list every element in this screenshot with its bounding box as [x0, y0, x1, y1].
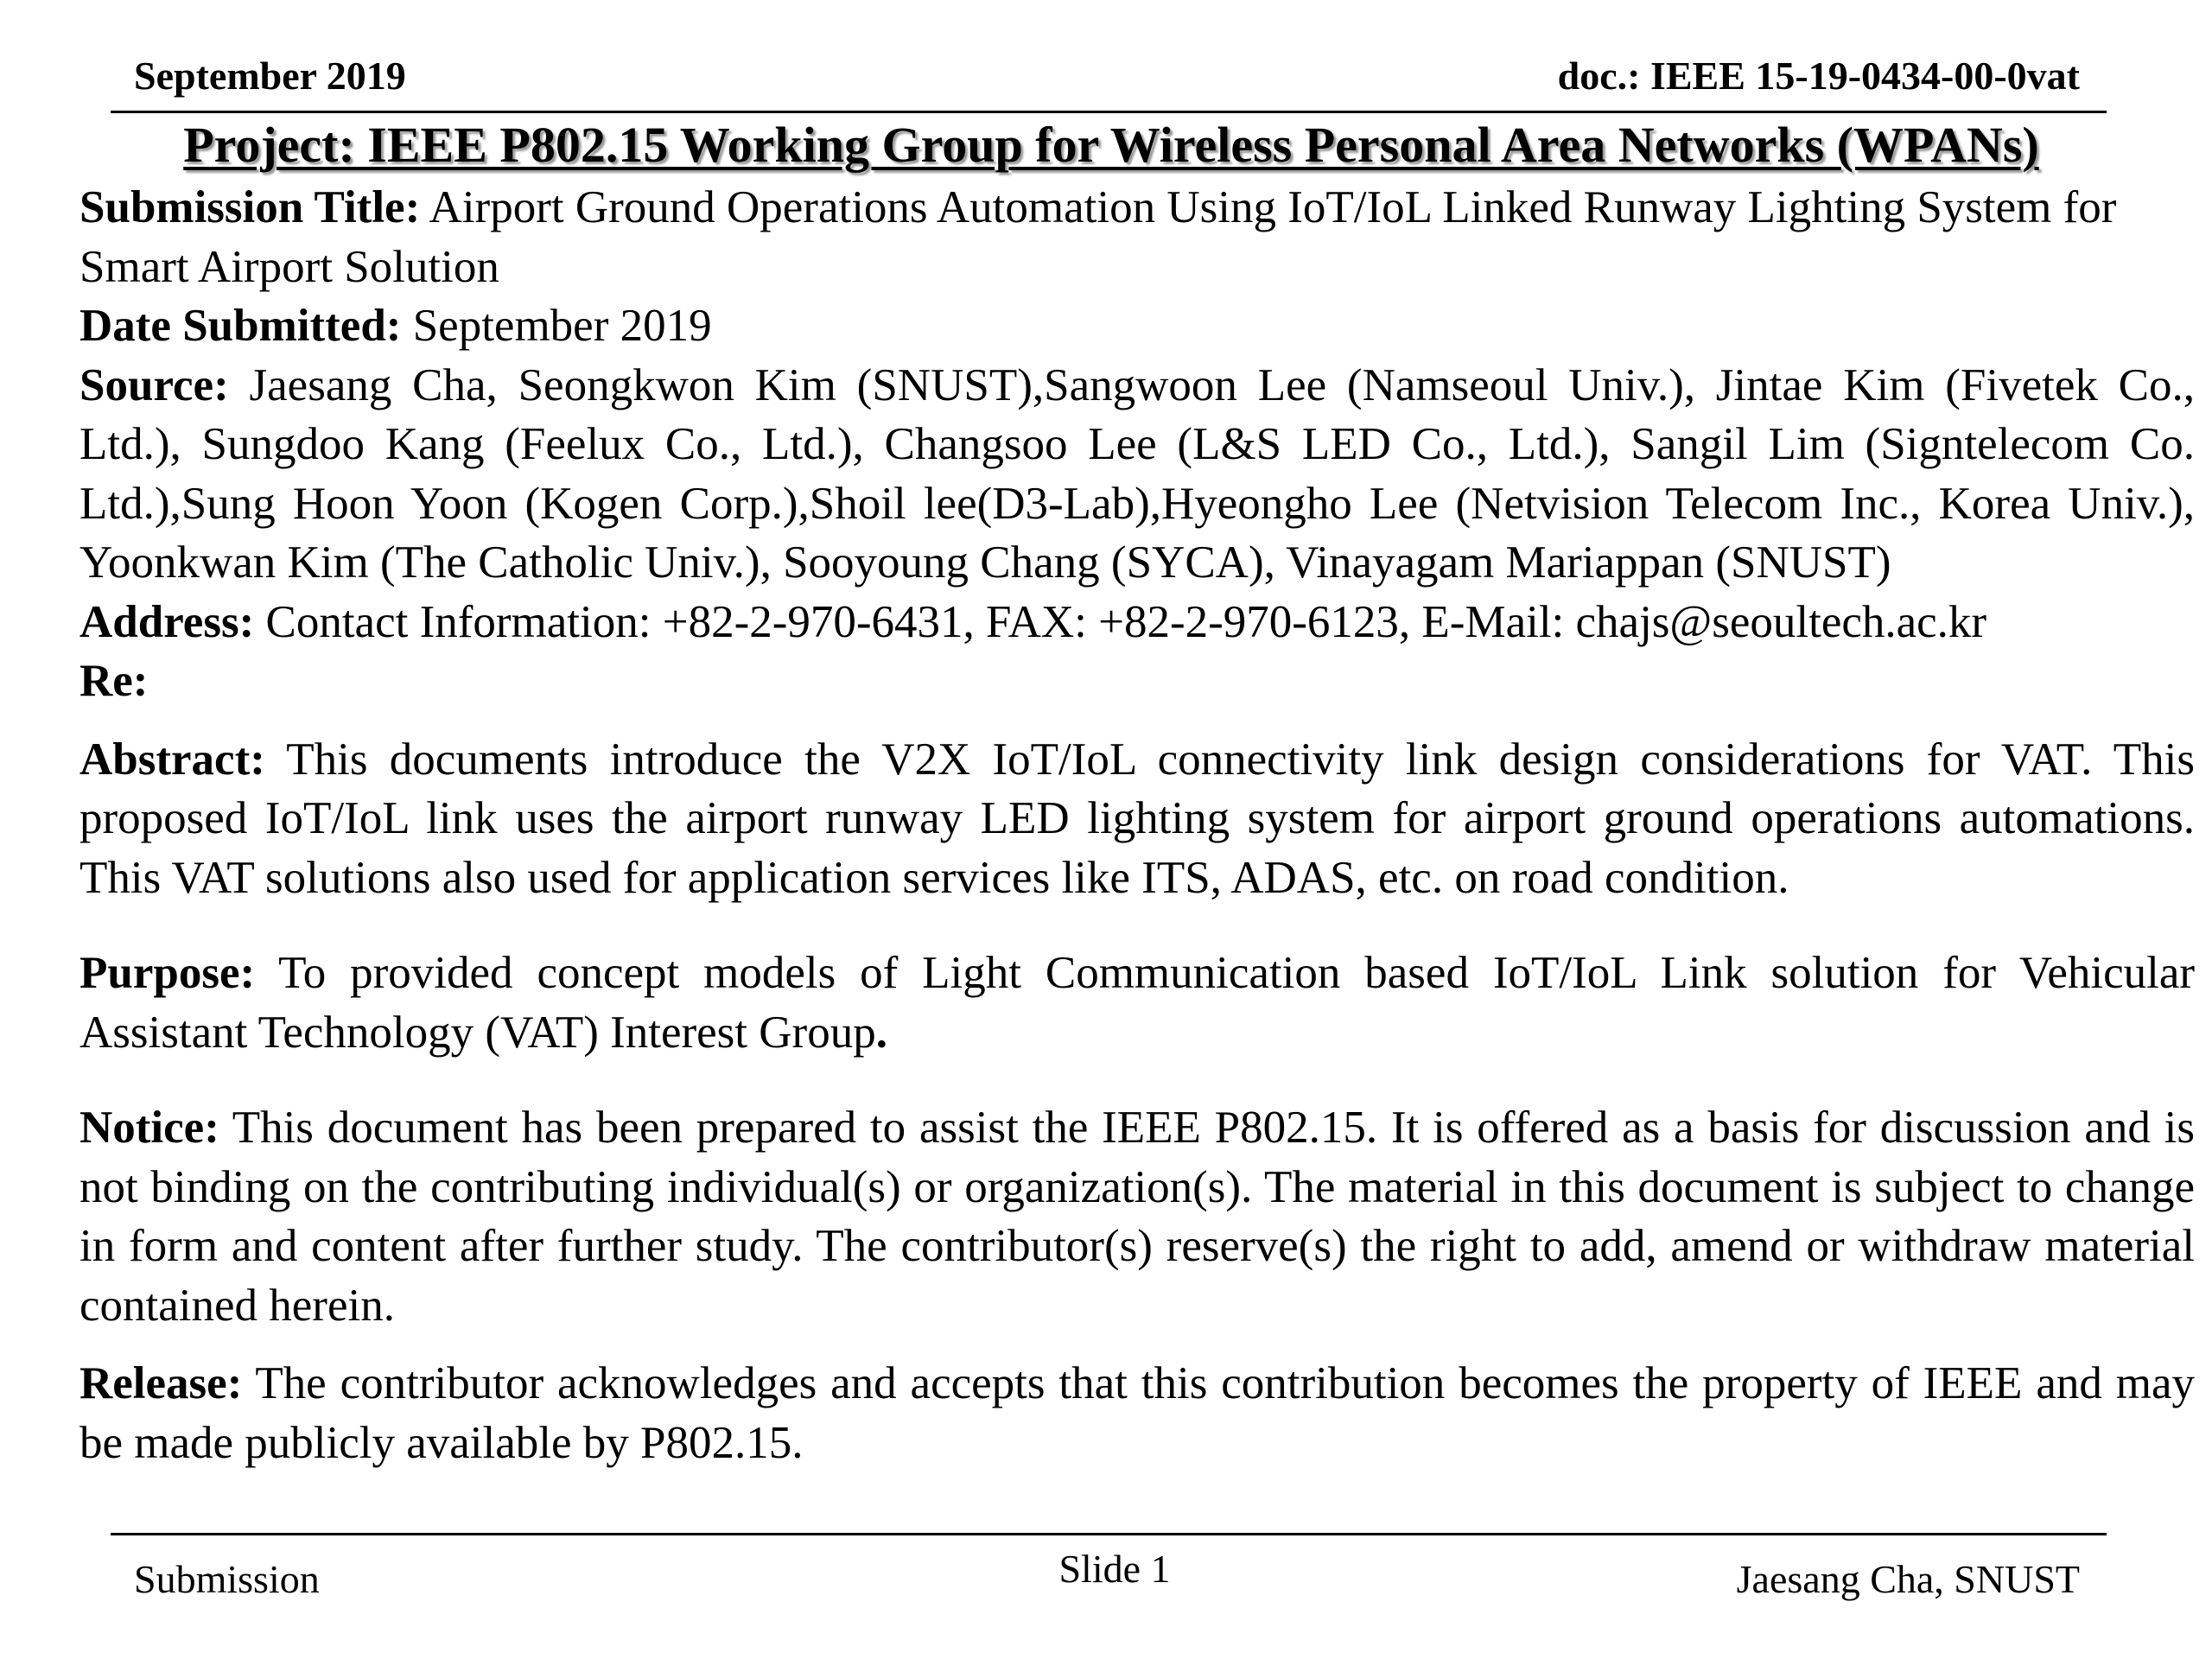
address-field	[79, 593, 2195, 652]
notice-value: This document has been prepared to assist the IEEE P802.15. It is offered as a basis for discussion and is not binding on the contributing individual(s) or organization(s). The material in this document is subject to change in form and content after further study. The contributor(s) reserve(s) the right to add, amend or withdraw material contained herein.	[79, 1103, 2196, 1331]
footer-slide-number: Slide 1	[1058, 1547, 1171, 1591]
notice-label: Notice:	[79, 1103, 219, 1153]
header-date: September 2019	[134, 54, 406, 98]
header-divider	[111, 111, 2107, 113]
purpose-trailing-period: .	[875, 1007, 887, 1058]
release-field	[79, 1354, 2195, 1472]
source-field	[79, 356, 2195, 593]
source-value: Jaesang Cha, Seongkwon Kim (SNUST),Sangwoon Lee (Namseoul Univ.), Jintae Kim (Fivetek Co., Ltd.), Sungdoo Kang (Feelux Co., Ltd.), Changsoo Lee (L&S LED Co., Ltd.), Sangil Lim (Signtelecom Co. Ltd.),Sung Hoon Yoon (Kogen Corp.),Shoil lee(D3-Lab),Hyeongho Lee (Netvision Telecom Inc., Korea Univ.), Yoonkwan Kim (The Catholic Univ.), Sooyoung Chang (SYCA), Vinayagam Mariappan (SNUST)	[79, 359, 2196, 588]
date-submitted-label: Date Submitted:	[79, 301, 402, 351]
release-value: The contributor acknowledges and accepts that this contribution becomes the property of IEEE and may be made publicly available by P802.15.	[79, 1358, 2195, 1468]
address-value: Contact Information: +82-2-970-6431, FAX: +82-2-970-6123, E-Mail: chajs@seoultech.ac.kr	[265, 596, 1987, 647]
release-label: Release:	[79, 1358, 243, 1408]
date-submitted-field	[79, 296, 2195, 356]
abstract-label: Abstract:	[79, 734, 265, 785]
source-label: Source:	[79, 359, 229, 410]
abstract-value: This documents introduce the V2X IoT/IoL connectivity link design considerations for VAT. This proposed IoT/IoL link uses the airport runway LED lighting system for airport ground operations automations. This VAT solutions also used for application services like ITS, ADAS, etc. on road condition.	[79, 734, 2195, 903]
document-body	[79, 178, 2195, 1472]
purpose-field	[79, 944, 2195, 1062]
notice-field	[79, 1098, 2195, 1335]
purpose-value: To provided concept models of Light Communication based IoT/IoL Link solution for Vehicular Assistant Technology (VAT) Interest Group	[79, 948, 2195, 1058]
footer-author: Jaesang Cha, SNUST	[1736, 1557, 2080, 1601]
purpose-label: Purpose:	[79, 948, 256, 998]
project-title: Project: IEEE P802.15 Working Group for Wireless Personal Area Networks (WPANs)	[183, 117, 2039, 173]
re-field	[79, 652, 2195, 711]
abstract-field	[79, 730, 2195, 908]
address-label: Address:	[79, 596, 255, 647]
submission-title-value: Airport Ground Operations Automation Using IoT/IoL Linked Runway Lighting System for Smart Airport Solution	[79, 182, 2117, 292]
date-submitted-value: September 2019	[412, 301, 712, 351]
header-doc-id: doc.: IEEE 15-19-0434-00-0vat	[1557, 54, 2080, 98]
submission-title-field	[79, 178, 2195, 296]
re-label: Re:	[79, 656, 149, 706]
footer-divider	[111, 1533, 2107, 1535]
submission-title-label: Submission Title:	[79, 182, 421, 232]
footer-submission: Submission	[134, 1557, 320, 1601]
